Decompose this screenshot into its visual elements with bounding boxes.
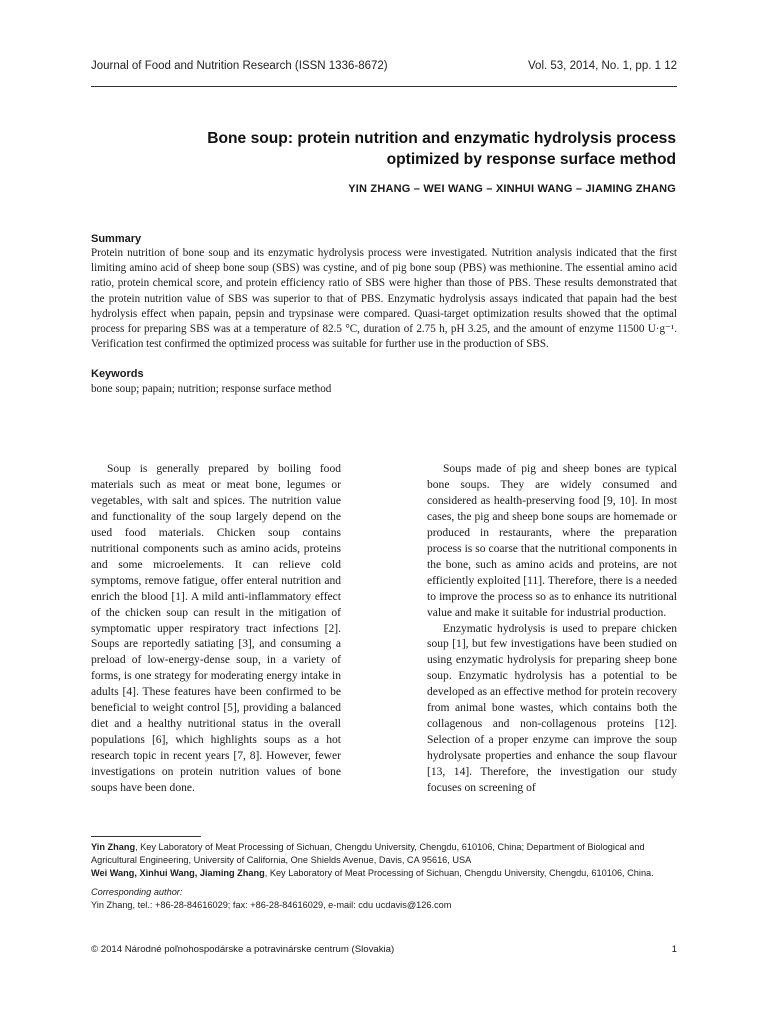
page-footer — [91, 944, 677, 955]
body-column-right — [427, 462, 677, 797]
affiliation-1-text: , Key Laboratory of Meat Processing of Sichuan, Chengdu University, Chengdu, 610106, China; Department of Biological and Agricultural Engineering, University of California, One Shields Avenue, Davis, CA 95616, USA — [91, 842, 645, 865]
affiliation-2 — [91, 867, 677, 880]
corresponding-contact: Yin Zhang, tel.: +86-28-84616029; fax: +86-28-84616029, e-mail: cdu ucdavis@126.com — [91, 900, 452, 910]
summary-heading: Summary — [91, 233, 142, 245]
title-line-2: optimized by response surface method — [386, 151, 676, 168]
article-title — [91, 128, 676, 170]
affiliation-1-names: Yin Zhang — [91, 842, 136, 852]
keywords-heading: Keywords — [91, 368, 144, 380]
affiliation-2-text: , Key Laboratory of Meat Processing of Sichuan, Chengdu University, Chengdu, 610106, China. — [264, 868, 654, 878]
corresponding-label-text: Corresponding author: — [91, 887, 183, 897]
author-list: YIN ZHANG – WEI WANG – XINHUI WANG – JIAMING ZHANG — [348, 183, 676, 195]
summary-text: Protein nutrition of bone soup and its enzymatic hydrolysis process were investigated. Nutrition analysis indicated that the first limiting amino acid of sheep bone soup (SBS) was cystine, and of pig bone soup (PBS) was methionine. The essential amino acid ratio, protein chemical score, and protein efficiency ratio of SBS were higher than those of PBS. These results demonstrated that the protein nutrition value of SBS was superior to that of PBS. Enzymatic hydrolysis assays indicated that papain had the best hydrolysis effect when papain, pepsin and trypsinase were compared. Quasi-target optimization results showed that the optimal process for preparing SBS was at a temperature of 82.5 °C, duration of 2.75 h, pH 3.25, and the amount of enzyme 11500 U·g⁻¹. Verification test confirmed the optimized process was suitable for further use in the production of SBS. — [91, 247, 677, 351]
body-paragraph: Soup is generally prepared by boiling food materials such as meat or meat bone, legumes or vegetables, with salt and spices. The nutrition value and functionality of the soup largely depend on the used food materials. Chicken soup contains nutritional components such as amino acids, proteins and some microelements. It can relieve cold symptoms, remove fatigue, offer enteral nutrition and enrich the blood [1]. A mild anti-inflammatory effect of the chicken soup can result in the mitigation of symptomatic upper respiratory tract infections [2]. Soups are reportedly satiating [3], and consuming a preload of low-energy-dense soup, in a variety of forms, is one strategy for moderating energy intake in adults [4]. These features have been confirmed to be beneficial to weight control [5], providing a balanced diet and a healthy nutritional status in the overall populations [6], which highlights soups as a hot research topic in recent years [7, 8]. However, fewer investigations on protein nutrition values of bone soups have been done. — [91, 463, 341, 795]
corresponding-label — [91, 886, 677, 899]
body-column-left — [91, 462, 341, 797]
body-paragraph: Soups made of pig and sheep bones are typical bone soups. They are widely consumed and considered as health-preserving food [9, 10]. In most cases, the pig and sheep bone soups are homemade or produced in restaurants, where the preparation process is so coarse that the nutritional components in the bone, such as amino acids and proteins, are not efficiently exploited [11]. Therefore, there is a needed to improve the process so as to enhance its nutritional value and make it suitable for industrial production. — [427, 463, 677, 619]
journal-name: Journal of Food and Nutrition Research (ISSN 1336-8672) — [91, 60, 388, 72]
header-rule — [91, 86, 677, 87]
volume-info: Vol. 53, 2014, No. 1, pp. 1 12 — [528, 60, 677, 72]
affiliation-2-names: Wei Wang, Xinhui Wang, Jiaming Zhang — [91, 868, 265, 878]
footnotes — [91, 841, 677, 912]
copyright: © 2014 Národné poľnohospodárske a potravinárske centrum (Slovakia) — [91, 944, 395, 955]
page-number: 1 — [671, 944, 677, 955]
keywords-text: bone soup; papain; nutrition; response surface method — [91, 383, 332, 395]
body-paragraph: Enzymatic hydrolysis is used to prepare chicken soup [1], but few investigations have been studied on using enzymatic hydrolysis for preparing sheep bone soup. Enzymatic hydrolysis has a potential to be developed as an effective method for protein recovery from animal bone wastes, which contains both the collagenous and non-collagenous proteins [12]. Selection of a proper enzyme can improve the soup hydrolysate properties and enhance the soup flavour [13, 14]. Therefore, the investigation our study focuses on screening of — [427, 622, 677, 795]
footnote-rule — [91, 836, 201, 837]
running-head — [91, 60, 677, 72]
affiliation-1 — [91, 841, 677, 867]
title-line-1: Bone soup: protein nutrition and enzymatic hydrolysis process — [207, 130, 676, 147]
